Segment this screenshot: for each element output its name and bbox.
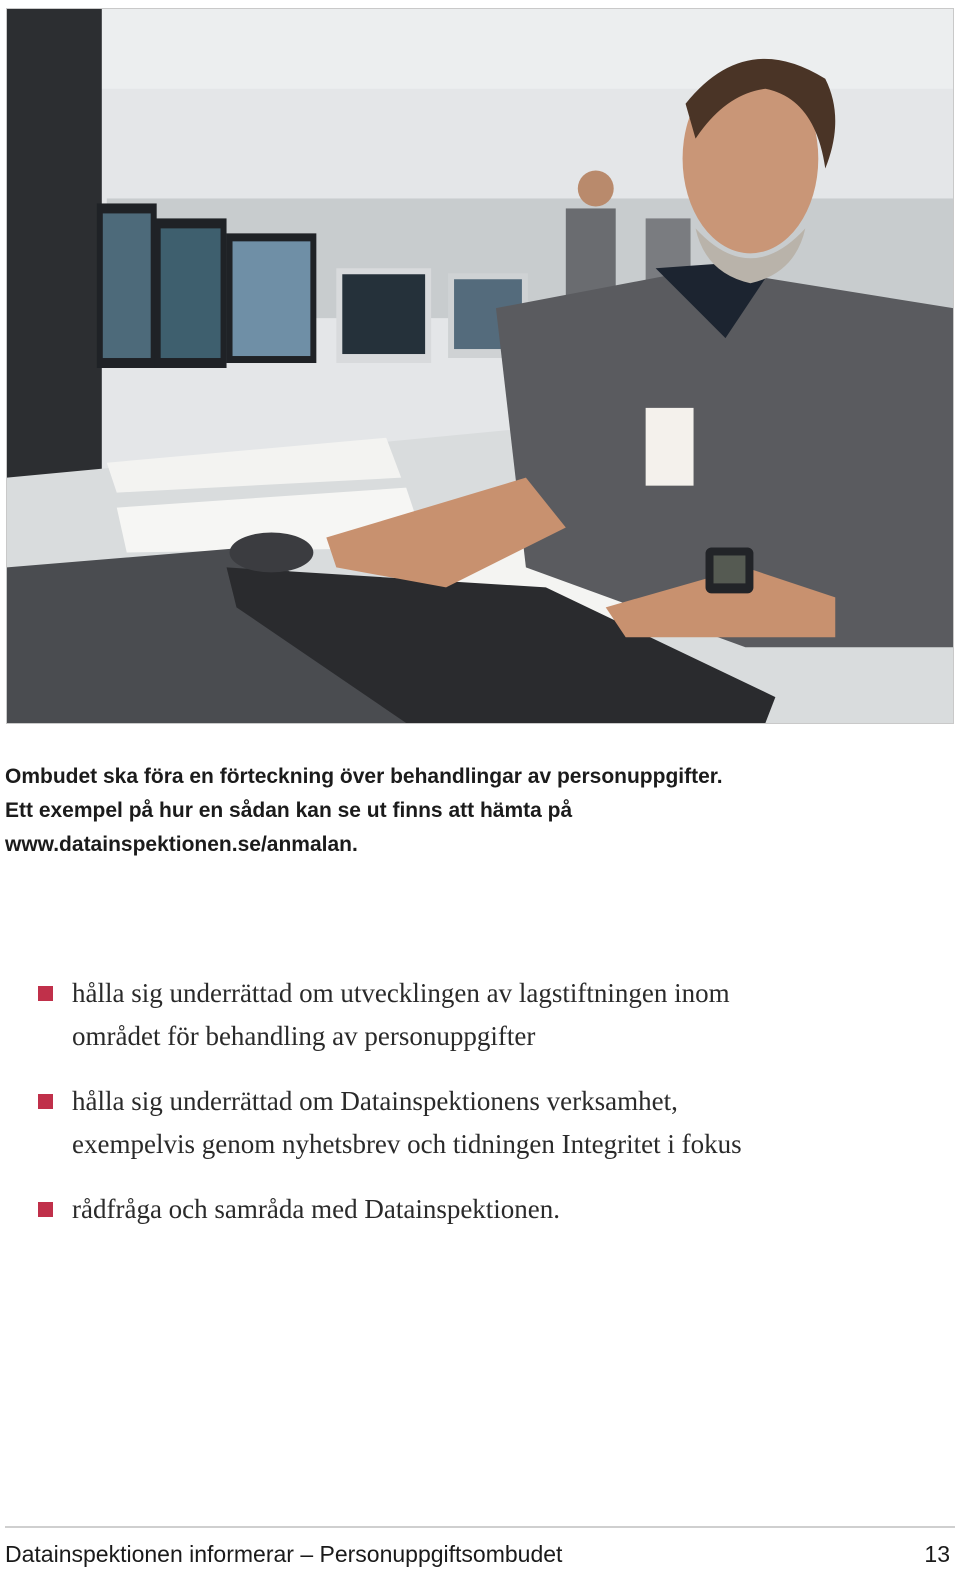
- office-worker-photo: [6, 8, 954, 724]
- caption-line: Ombudet ska föra en förteckning över behandlingar av personuppgifter.: [5, 765, 723, 788]
- bullet-square-icon: [38, 986, 53, 1001]
- bullet-list: [38, 972, 938, 1253]
- photo-illustration: [7, 9, 953, 723]
- footer-title: Datainspektionen informerar – Personuppgiftsombudet: [5, 1541, 563, 1567]
- caption-line: www.datainspektionen.se/anmalan.: [5, 833, 358, 856]
- caption-line: Ett exempel på hur en sådan kan se ut finns att hämta på: [5, 799, 573, 822]
- bullet-line: området för behandling av personuppgifter: [72, 1021, 536, 1051]
- bullet-square-icon: [38, 1202, 53, 1217]
- footer-divider: [5, 1526, 955, 1528]
- bullet-line: exempelvis genom nyhetsbrev och tidningen Integritet i fokus: [72, 1129, 742, 1159]
- bullet-line: hålla sig underrättad om Datainspektionens verksamhet,: [72, 1086, 678, 1116]
- page-footer: [5, 1536, 950, 1572]
- bullet-square-icon: [38, 1094, 53, 1109]
- bullet-item: [38, 1188, 938, 1231]
- bullet-line: hålla sig underrättad om utvecklingen av lagstiftningen inom: [72, 978, 730, 1008]
- page-number: 13: [924, 1541, 950, 1567]
- caption-text: [5, 760, 905, 862]
- bullet-item: [38, 1080, 938, 1166]
- bullet-item: [38, 972, 938, 1058]
- bullet-line: rådfråga och samråda med Datainspektionen.: [72, 1194, 561, 1224]
